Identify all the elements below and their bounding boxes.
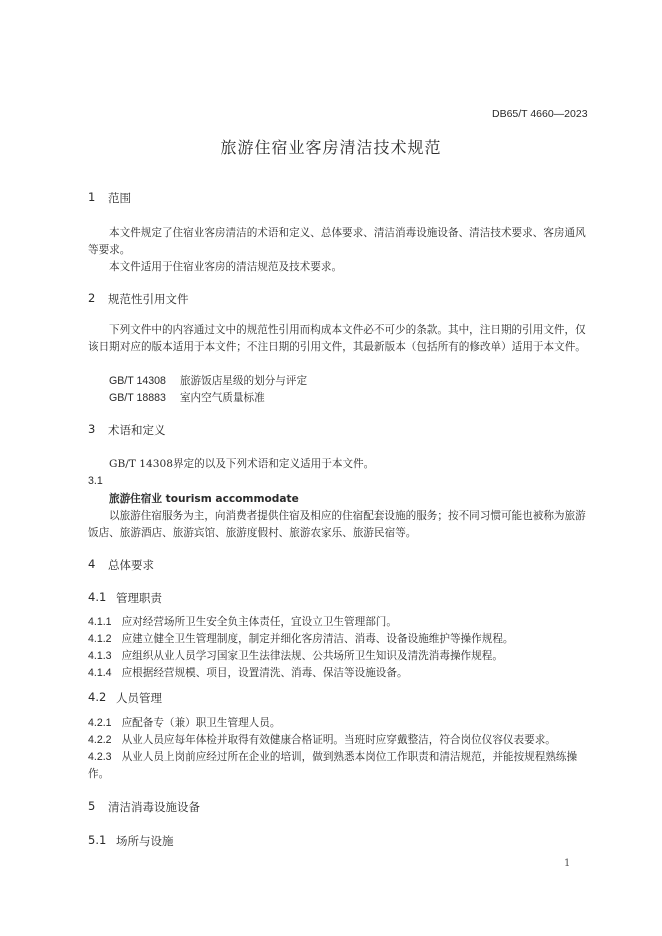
reference-name: 旅游饭店星级的划分与评定 [179, 375, 308, 387]
section-1-number: 1 [88, 190, 96, 204]
clause-item [88, 648, 503, 665]
section-4-2-heading: 人员管理 [116, 691, 162, 705]
document-code: DB65/T 4660—2023 [492, 108, 588, 120]
section-1-paragraph-2: 本文件适用于住宿业客房的清洁规范及技术要求。 [109, 261, 343, 273]
section-2-heading: 规范性引用文件 [108, 292, 189, 306]
section-5-1-heading: 场所与设施 [116, 834, 174, 848]
section-4-heading: 总体要求 [108, 558, 154, 572]
section-5-number: 5 [88, 799, 96, 813]
clause-number: 4.2.3 [88, 751, 112, 763]
clause-text: 从业人员应每年体检并取得有效健康合格证明。当班时应穿戴整洁，符合岗位仪容仪表要求。 [121, 734, 556, 746]
clause-number: 4.1.1 [88, 616, 112, 628]
section-4-2-number: 4.2 [88, 690, 107, 704]
clause-text: 应对经营场所卫生安全负主体责任，宜设立卫生管理部门。 [121, 616, 397, 628]
clause-item [88, 614, 397, 631]
clause-text: 应组织从业人员学习国家卫生法律法规、公共场所卫生知识及清洗消毒操作规程。 [121, 650, 503, 662]
page-number: 1 [564, 858, 571, 869]
clause-text: 应配备专（兼）职卫生管理人员。 [121, 717, 281, 729]
section-1-heading: 范围 [108, 191, 131, 205]
section-5-1-number: 5.1 [88, 833, 107, 847]
reference-code: GB/T 18883 [109, 392, 166, 404]
clause-item [88, 665, 408, 682]
section-1-paragraph-1: 本文件规定了住宿业客房清洁的术语和定义、总体要求、清洁消毒设施设备、清洁技术要求、客房通风等要求。 [88, 227, 586, 256]
reference-item [109, 390, 265, 407]
clause-number: 4.1.2 [88, 633, 112, 645]
clause-item [88, 631, 514, 648]
term-3-1-number: 3.1 [88, 475, 103, 487]
section-2-paragraph-1: 下列文件中的内容通过文中的规范性引用而构成本文件必不可少的条款。其中，注日期的引用文件，仅该日期对应的版本适用于本文件；不注日期的引用文件，其最新版本（包括所有的修改单）适用于本文件。 [88, 324, 586, 353]
reference-name: 室内空气质量标准 [179, 392, 265, 404]
section-5-heading: 清洁消毒设施设备 [108, 800, 200, 814]
term-3-1-definition: 以旅游住宿服务为主，向消费者提供住宿及相应的住宿配套设施的服务；按不同习惯可能也被称为旅游饭店、旅游酒店、旅游宾馆、旅游度假村、旅游农家乐、旅游民宿等。 [88, 510, 586, 539]
clause-item [88, 715, 280, 732]
clause-item [88, 749, 588, 783]
section-4-1-heading: 管理职责 [116, 591, 162, 605]
clause-item [88, 732, 556, 749]
reference-item [109, 373, 307, 390]
clause-text: 应建立健全卫生管理制度，制定并细化客房清洁、消毒、设备设施维护等操作规程。 [121, 633, 514, 645]
clause-text: 从业人员上岗前应经过所在企业的培训，做到熟悉本岗位工作职责和清洁规范，并能按规程熟练操作。 [88, 751, 578, 780]
section-3-number: 3 [88, 422, 96, 436]
clause-number: 4.2.1 [88, 717, 112, 729]
reference-code: GB/T 14308 [109, 375, 166, 387]
section-4-1-number: 4.1 [88, 590, 107, 604]
section-3-paragraph-1: GB/T 14308界定的以及下列术语和定义适用于本文件。 [109, 458, 375, 470]
section-3-heading: 术语和定义 [108, 423, 166, 437]
section-2-number: 2 [88, 291, 96, 305]
section-4-number: 4 [88, 557, 96, 571]
clause-number: 4.1.4 [88, 667, 112, 679]
page-title: 旅游住宿业客房清洁技术规范 [220, 138, 442, 157]
clause-number: 4.1.3 [88, 650, 112, 662]
clause-number: 4.2.2 [88, 734, 112, 746]
term-3-1-title: 旅游住宿业 tourism accommodate [109, 493, 299, 505]
clause-text: 应根据经营规模、项目，设置清洗、消毒、保洁等设施设备。 [121, 667, 408, 679]
